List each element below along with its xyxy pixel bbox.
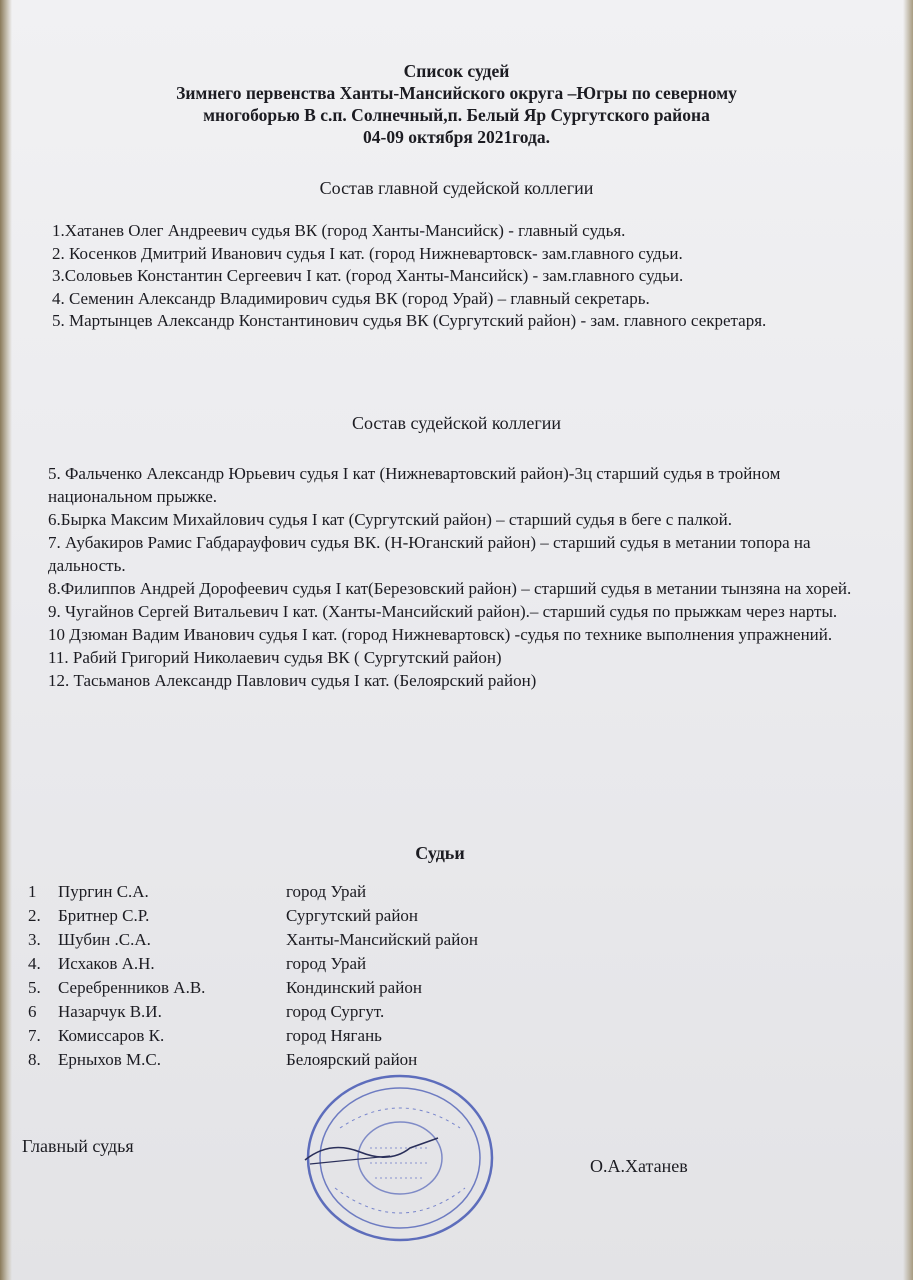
signature-label: Главный судья: [22, 1136, 134, 1156]
panel-item: 7. Аубакиров Рамис Габдарауфович судья ВК. (Н-Юганский район) – старший судья в метании топора на дальность.: [48, 533, 811, 575]
judge-location: город Урай: [286, 954, 367, 973]
judge-name: Шубин .С.А.: [58, 930, 151, 949]
panel-item: 6.Быркa Максим Михайлович судья I кат (Сургутский район) – старший судья в беге с палкой.: [48, 510, 733, 529]
header-subtitle-line-2: многоборью В с.п. Солнечный,п. Белый Яр Сургутского района: [203, 105, 710, 125]
panel-item: 8.Филиппов Андрей Дорофеевич судья I кат(Березовский район) – старший судья в метании тынзяна на хорей.: [48, 579, 852, 598]
main-panel-list: [52, 220, 852, 333]
judge-number: 3.: [28, 930, 41, 949]
main-panel-item: 4. Семенин Александр Владимирович судья ВК (город Урай) – главный секретарь.: [52, 288, 650, 308]
judge-name: Комиссаров К.: [58, 1026, 165, 1045]
judge-name: Пургин С.А.: [58, 882, 149, 901]
main-panel-item: 3.Соловьев Константин Сергеевич I кат. (город Ханты-Мансийск) - зам.главного судьи.: [52, 266, 684, 285]
judge-number: 1: [28, 882, 37, 901]
judge-name: Исхаков А.Н.: [58, 954, 155, 973]
judge-location: Сургутский район: [286, 906, 419, 925]
main-panel-item: 1.Хатанев Олег Андреевич судья ВК (город Ханты-Мансийск) - главный судья.: [52, 221, 626, 240]
panel-item: 5. Фальченко Александр Юрьевич судья I кат (Нижневартовский район)-3ц старший судья в тройном национальном прыжке.: [48, 464, 781, 506]
judge-number: 4.: [28, 954, 41, 973]
judge-number: 7.: [28, 1026, 41, 1045]
judge-location: город Нягань: [286, 1026, 382, 1045]
judge-number: 2.: [28, 906, 41, 925]
judge-number: 6: [28, 1002, 37, 1021]
judge-name: Назарчук В.И.: [58, 1002, 162, 1021]
judge-number: 8.: [28, 1050, 41, 1069]
panel-item: 9. Чугайнов Сергей Витальевич I кат. (Ханты-Мансийский район).– старший судья по прыжкам через нарты.: [48, 602, 838, 621]
judge-location: город Урай: [286, 882, 367, 901]
panel-item: 10 Дзюман Вадим Иванович судья I кат. (город Нижневартовск) -судья по технике выполнения упражнений.: [48, 625, 833, 644]
panel-heading: Состав судейской коллегии: [351, 413, 562, 433]
panel-item: 11. Рабий Григорий Николаевич судья ВК ( Сургутский район): [48, 648, 502, 667]
header-title: Список судей: [403, 61, 510, 81]
panel-list: [48, 462, 858, 692]
header-dates: 04-09 октября 2021года.: [363, 127, 550, 147]
judge-location: Ханты-Мансийский район: [286, 930, 478, 949]
document-header: [0, 60, 913, 148]
judge-name: Бритнер С.Р.: [58, 906, 150, 925]
main-panel-item: 5. Мартынцев Александр Константинович судья ВК (Сургутский район) - зам. главного секретаря.: [52, 311, 767, 330]
judge-location: город Сургут.: [286, 1002, 385, 1021]
header-subtitle-line-1: Зимнего первенства Ханты-Мансийского округа –Югры по северному: [176, 83, 737, 103]
judge-location: Кондинский район: [286, 978, 422, 997]
judge-name: Ерныхов М.С.: [58, 1050, 161, 1069]
main-panel-heading: Состав главной судейской коллегии: [319, 178, 594, 198]
judges-heading: Судьи: [415, 843, 465, 863]
signature-scribble-icon: [300, 1130, 440, 1170]
main-panel-item: 2. Косенков Дмитрий Иванович судья I кат. (город Нижневартовск- зам.главного судьи.: [52, 243, 683, 263]
signature-name: О.А.Хатанев: [590, 1156, 688, 1176]
panel-item: 12. Тасьманов Александр Павлович судья I кат. (Белоярский район): [48, 671, 537, 690]
judge-number: 5.: [28, 978, 41, 997]
judge-name: Серебренников А.В.: [58, 978, 206, 997]
judge-location: Белоярский район: [286, 1050, 418, 1069]
